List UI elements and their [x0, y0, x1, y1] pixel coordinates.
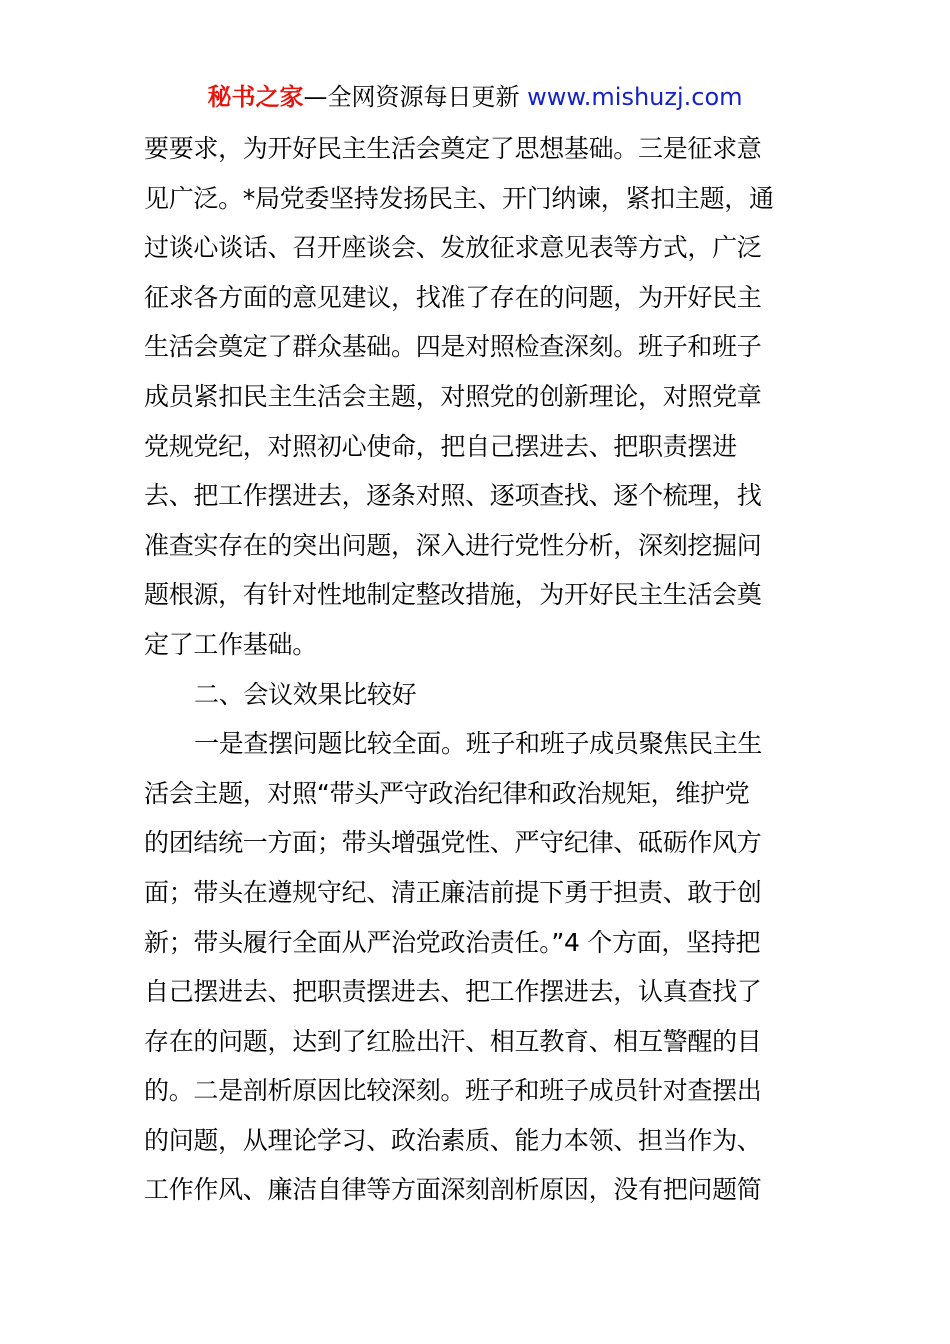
text-line: 准查实存在的突出问题，深入进行党性分析，深刻挖掘问	[144, 530, 762, 560]
text-line: 工作作风、廉洁自律等方面深刻剖析原因，没有把问题简	[144, 1175, 762, 1205]
text-line: 要要求，为开好民主生活会奠定了思想基础。三是征求意	[144, 134, 762, 163]
text-line: 自己摆进去、把职责摆进去、把工作摆进去，认真查找了	[144, 977, 762, 1007]
section-heading: 二、会议效果比较好	[194, 679, 417, 709]
text-line: 成员紧扣民主生活会主题，对照党的创新理论，对照党章	[144, 381, 762, 411]
brand-name: 秘书之家	[207, 83, 304, 111]
text-line: 存在的问题，达到了红脸出汗、相互教育、相互警醒的目	[144, 1026, 762, 1056]
site-url[interactable]: www.mishuzj.com	[527, 83, 743, 111]
text-line: 去、把工作摆进去，逐条对照、逐项查找、逐个梳理，找	[144, 481, 762, 511]
text-line: 党规党纪，对照初心使命，把自己摆进去、把职责摆进	[144, 431, 737, 461]
text-line: 活会主题，对照“带头严守政治纪律和政治规矩，维护党	[144, 778, 750, 808]
text-line: 见广泛。*局党委坚持发扬民主、开门纳谏，紧扣主题，通	[144, 183, 774, 213]
text-line: 定了工作基础。	[144, 629, 317, 659]
text-line: 的团结统一方面；带头增强党性、严守纪律、砥砺作风方	[144, 828, 762, 858]
text-line: 新；带头履行全面从严治党政治责任。”4 个方面，坚持把	[144, 927, 761, 957]
text-line: 面；带头在遵规守纪、清正廉洁前提下勇于担责、敢于创	[144, 877, 762, 907]
text-line: 的。二是剖析原因比较深刻。班子和班子成员针对查摆出	[144, 1076, 762, 1106]
site-header	[0, 80, 950, 114]
text-line: 生活会奠定了群众基础。四是对照检查深刻。班子和班子	[144, 332, 762, 362]
text-line: 的问题，从理论学习、政治素质、能力本领、担当作为、	[144, 1125, 762, 1155]
text-line: 过谈心谈话、召开座谈会、发放征求意见表等方式，广泛	[144, 233, 762, 263]
header-tagline: —全网资源每日更新	[303, 83, 520, 111]
document-body	[144, 124, 808, 1215]
text-line: 一是查摆问题比较全面。班子和班子成员聚焦民主生	[194, 729, 763, 759]
text-line: 题根源，有针对性地制定整改措施，为开好民主生活会奠	[144, 580, 762, 610]
text-line: 征求各方面的意见建议，找准了存在的问题，为开好民主	[144, 282, 762, 312]
